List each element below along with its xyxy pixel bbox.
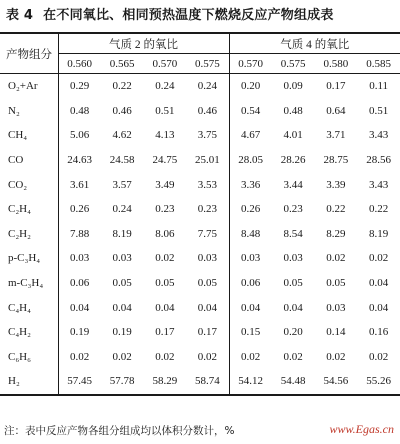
value-cell: 0.02: [112, 350, 132, 363]
value-cell: 0.51: [155, 104, 175, 117]
value-cell: 3.53: [197, 178, 217, 191]
value-cell: 8.48: [229, 222, 272, 247]
value-cell: 0.24: [197, 80, 217, 93]
ratio-header: 0.560: [58, 54, 101, 74]
component-name: CO₂: [8, 178, 28, 191]
component-name: C₂H₄: [8, 203, 31, 216]
component-name: C₆H₆: [8, 350, 31, 363]
value-cell: 58.29: [144, 369, 187, 395]
value-cell: 0.03: [229, 246, 272, 271]
value-cell: 7.75: [197, 227, 217, 240]
value-cell: 3.49: [155, 178, 175, 191]
value-cell: 0.04: [58, 295, 101, 320]
value-cell: 0.02: [369, 350, 389, 363]
component-name: m-C₃H₄: [8, 277, 44, 290]
value-cell: 0.17: [326, 80, 346, 93]
value-cell: 28.26: [280, 154, 306, 167]
table-row: [0, 197, 400, 222]
table-row: [0, 172, 400, 197]
value-cell: 0.02: [369, 252, 389, 265]
value-cell: 3.39: [326, 178, 346, 191]
value-cell: 0.03: [197, 252, 217, 265]
value-cell: 0.03: [326, 301, 346, 314]
value-cell: 0.05: [283, 277, 303, 290]
table-row: [0, 295, 400, 320]
value-cell: 0.17: [155, 326, 175, 339]
value-cell: 0.05: [326, 277, 346, 290]
value-cell: 0.20: [283, 326, 303, 339]
row-header: 产物组分: [0, 33, 58, 74]
value-cell: 0.04: [112, 301, 132, 314]
value-cell: 0.05: [112, 277, 132, 290]
value-cell: 0.24: [155, 80, 175, 93]
value-cell: 0.09: [283, 80, 303, 93]
ratio-header: 0.570: [229, 54, 272, 74]
value-cell: 0.23: [197, 203, 217, 216]
table-row: [0, 369, 400, 395]
value-cell: 8.19: [112, 227, 132, 240]
value-cell: 0.48: [58, 99, 101, 124]
component-name: CH₄: [8, 129, 28, 142]
value-cell: 57.45: [58, 369, 101, 395]
value-cell: 0.15: [229, 320, 272, 345]
table-row: [0, 345, 400, 370]
value-cell: 0.29: [58, 74, 101, 99]
value-cell: 54.48: [272, 369, 315, 395]
value-cell: 3.71: [326, 129, 346, 142]
watermark: www.Egas.cn: [329, 422, 394, 436]
value-cell: 24.58: [109, 154, 135, 167]
value-cell: 3.57: [112, 178, 132, 191]
component-name: O₂+Ar: [8, 80, 38, 93]
value-cell: 8.54: [283, 227, 303, 240]
value-cell: 0.11: [369, 80, 389, 93]
value-cell: 3.75: [197, 129, 217, 142]
value-cell: 54.56: [315, 369, 358, 395]
table-row: [0, 222, 400, 247]
value-cell: 0.02: [229, 345, 272, 370]
value-cell: 0.05: [197, 277, 217, 290]
value-cell: 0.04: [155, 301, 175, 314]
value-cell: 0.04: [229, 295, 272, 320]
table-caption: [6, 6, 334, 26]
value-cell: 24.63: [58, 148, 101, 173]
value-cell: 0.48: [283, 104, 303, 117]
value-cell: 0.54: [229, 99, 272, 124]
value-cell: 0.46: [197, 104, 217, 117]
table-row: [0, 271, 400, 296]
value-cell: 0.22: [112, 80, 132, 93]
group-header-gas2: 气质 2 的氧比: [58, 33, 229, 54]
ratio-header: 0.575: [280, 57, 306, 70]
value-cell: 3.43: [369, 129, 389, 142]
value-cell: 0.05: [155, 277, 175, 290]
value-cell: 7.88: [58, 222, 101, 247]
value-cell: 0.16: [369, 326, 389, 339]
value-cell: 0.04: [369, 277, 389, 290]
value-cell: 0.26: [229, 197, 272, 222]
value-cell: 0.03: [283, 252, 303, 265]
value-cell: 8.19: [369, 227, 389, 240]
value-cell: 0.26: [58, 197, 101, 222]
table-row: [0, 246, 400, 271]
value-cell: 0.19: [58, 320, 101, 345]
product-composition-table: [0, 32, 400, 396]
table-row: [0, 148, 400, 173]
value-cell: 24.75: [152, 154, 178, 167]
value-cell: 28.75: [323, 154, 349, 167]
component-name: CO: [8, 154, 24, 167]
value-cell: 0.04: [197, 301, 217, 314]
value-cell: 0.06: [58, 271, 101, 296]
value-cell: 3.44: [283, 178, 303, 191]
table-body: [0, 74, 400, 395]
value-cell: 54.12: [229, 369, 272, 395]
ratio-header: 0.565: [109, 57, 135, 70]
ratio-header: 0.570: [152, 57, 178, 70]
value-cell: 58.74: [186, 369, 229, 395]
value-cell: 0.64: [326, 104, 346, 117]
table-row: [0, 320, 400, 345]
value-cell: 0.02: [58, 345, 101, 370]
table-row: [0, 123, 400, 148]
group-header-gas4: 气质 4 的氧比: [229, 33, 400, 54]
value-cell: 5.06: [58, 123, 101, 148]
value-cell: 0.23: [283, 203, 303, 216]
value-cell: 0.04: [283, 301, 303, 314]
ratio-header: 0.580: [323, 57, 349, 70]
value-cell: 0.02: [155, 350, 175, 363]
value-cell: 0.17: [197, 326, 217, 339]
table-row: [0, 99, 400, 124]
value-cell: 28.05: [229, 148, 272, 173]
component-name: N₂: [8, 104, 20, 117]
value-cell: 0.19: [112, 326, 132, 339]
value-cell: 0.04: [369, 301, 389, 314]
table-row: [0, 74, 400, 99]
value-cell: 28.56: [366, 154, 391, 167]
value-cell: 4.01: [283, 129, 303, 142]
value-cell: 3.43: [369, 178, 389, 191]
ratio-header: 0.575: [195, 57, 220, 70]
value-cell: 0.23: [155, 203, 175, 216]
table-note: 注：表中反应产物各组分组成均以体积分数计，%: [4, 425, 235, 437]
value-cell: 0.22: [326, 203, 346, 216]
value-cell: 0.02: [326, 252, 346, 265]
value-cell: 0.51: [369, 104, 389, 117]
value-cell: 4.13: [155, 129, 175, 142]
value-cell: 0.22: [369, 203, 389, 216]
value-cell: 0.02: [326, 350, 346, 363]
value-cell: 0.03: [112, 252, 132, 265]
value-cell: 25.01: [195, 154, 220, 167]
ratio-header: 0.585: [366, 57, 391, 70]
value-cell: 0.02: [197, 350, 217, 363]
value-cell: 0.02: [283, 350, 303, 363]
value-cell: 3.61: [58, 172, 101, 197]
component-name: H₂: [0, 369, 58, 395]
value-cell: 0.02: [155, 252, 175, 265]
value-cell: 8.29: [326, 227, 346, 240]
table-number: 表 4: [6, 8, 34, 23]
value-cell: 0.24: [112, 203, 132, 216]
component-name: C₄H₄: [8, 301, 31, 314]
value-cell: 3.36: [229, 172, 272, 197]
value-cell: 8.06: [155, 227, 175, 240]
component-name: p-C₃H₄: [8, 252, 41, 265]
component-name: C₂H₂: [8, 227, 31, 240]
value-cell: 0.46: [112, 104, 132, 117]
value-cell: 0.20: [229, 74, 272, 99]
value-cell: 57.78: [101, 369, 144, 395]
component-name: C₄H₂: [8, 326, 31, 339]
value-cell: 0.06: [229, 271, 272, 296]
value-cell: 0.03: [58, 246, 101, 271]
table-title: 在不同氧比、相同预热温度下燃烧反应产物组成表: [43, 8, 334, 23]
value-cell: 0.14: [326, 326, 346, 339]
value-cell: 4.67: [229, 123, 272, 148]
value-cell: 4.62: [112, 129, 132, 142]
value-cell: 55.26: [357, 369, 400, 395]
